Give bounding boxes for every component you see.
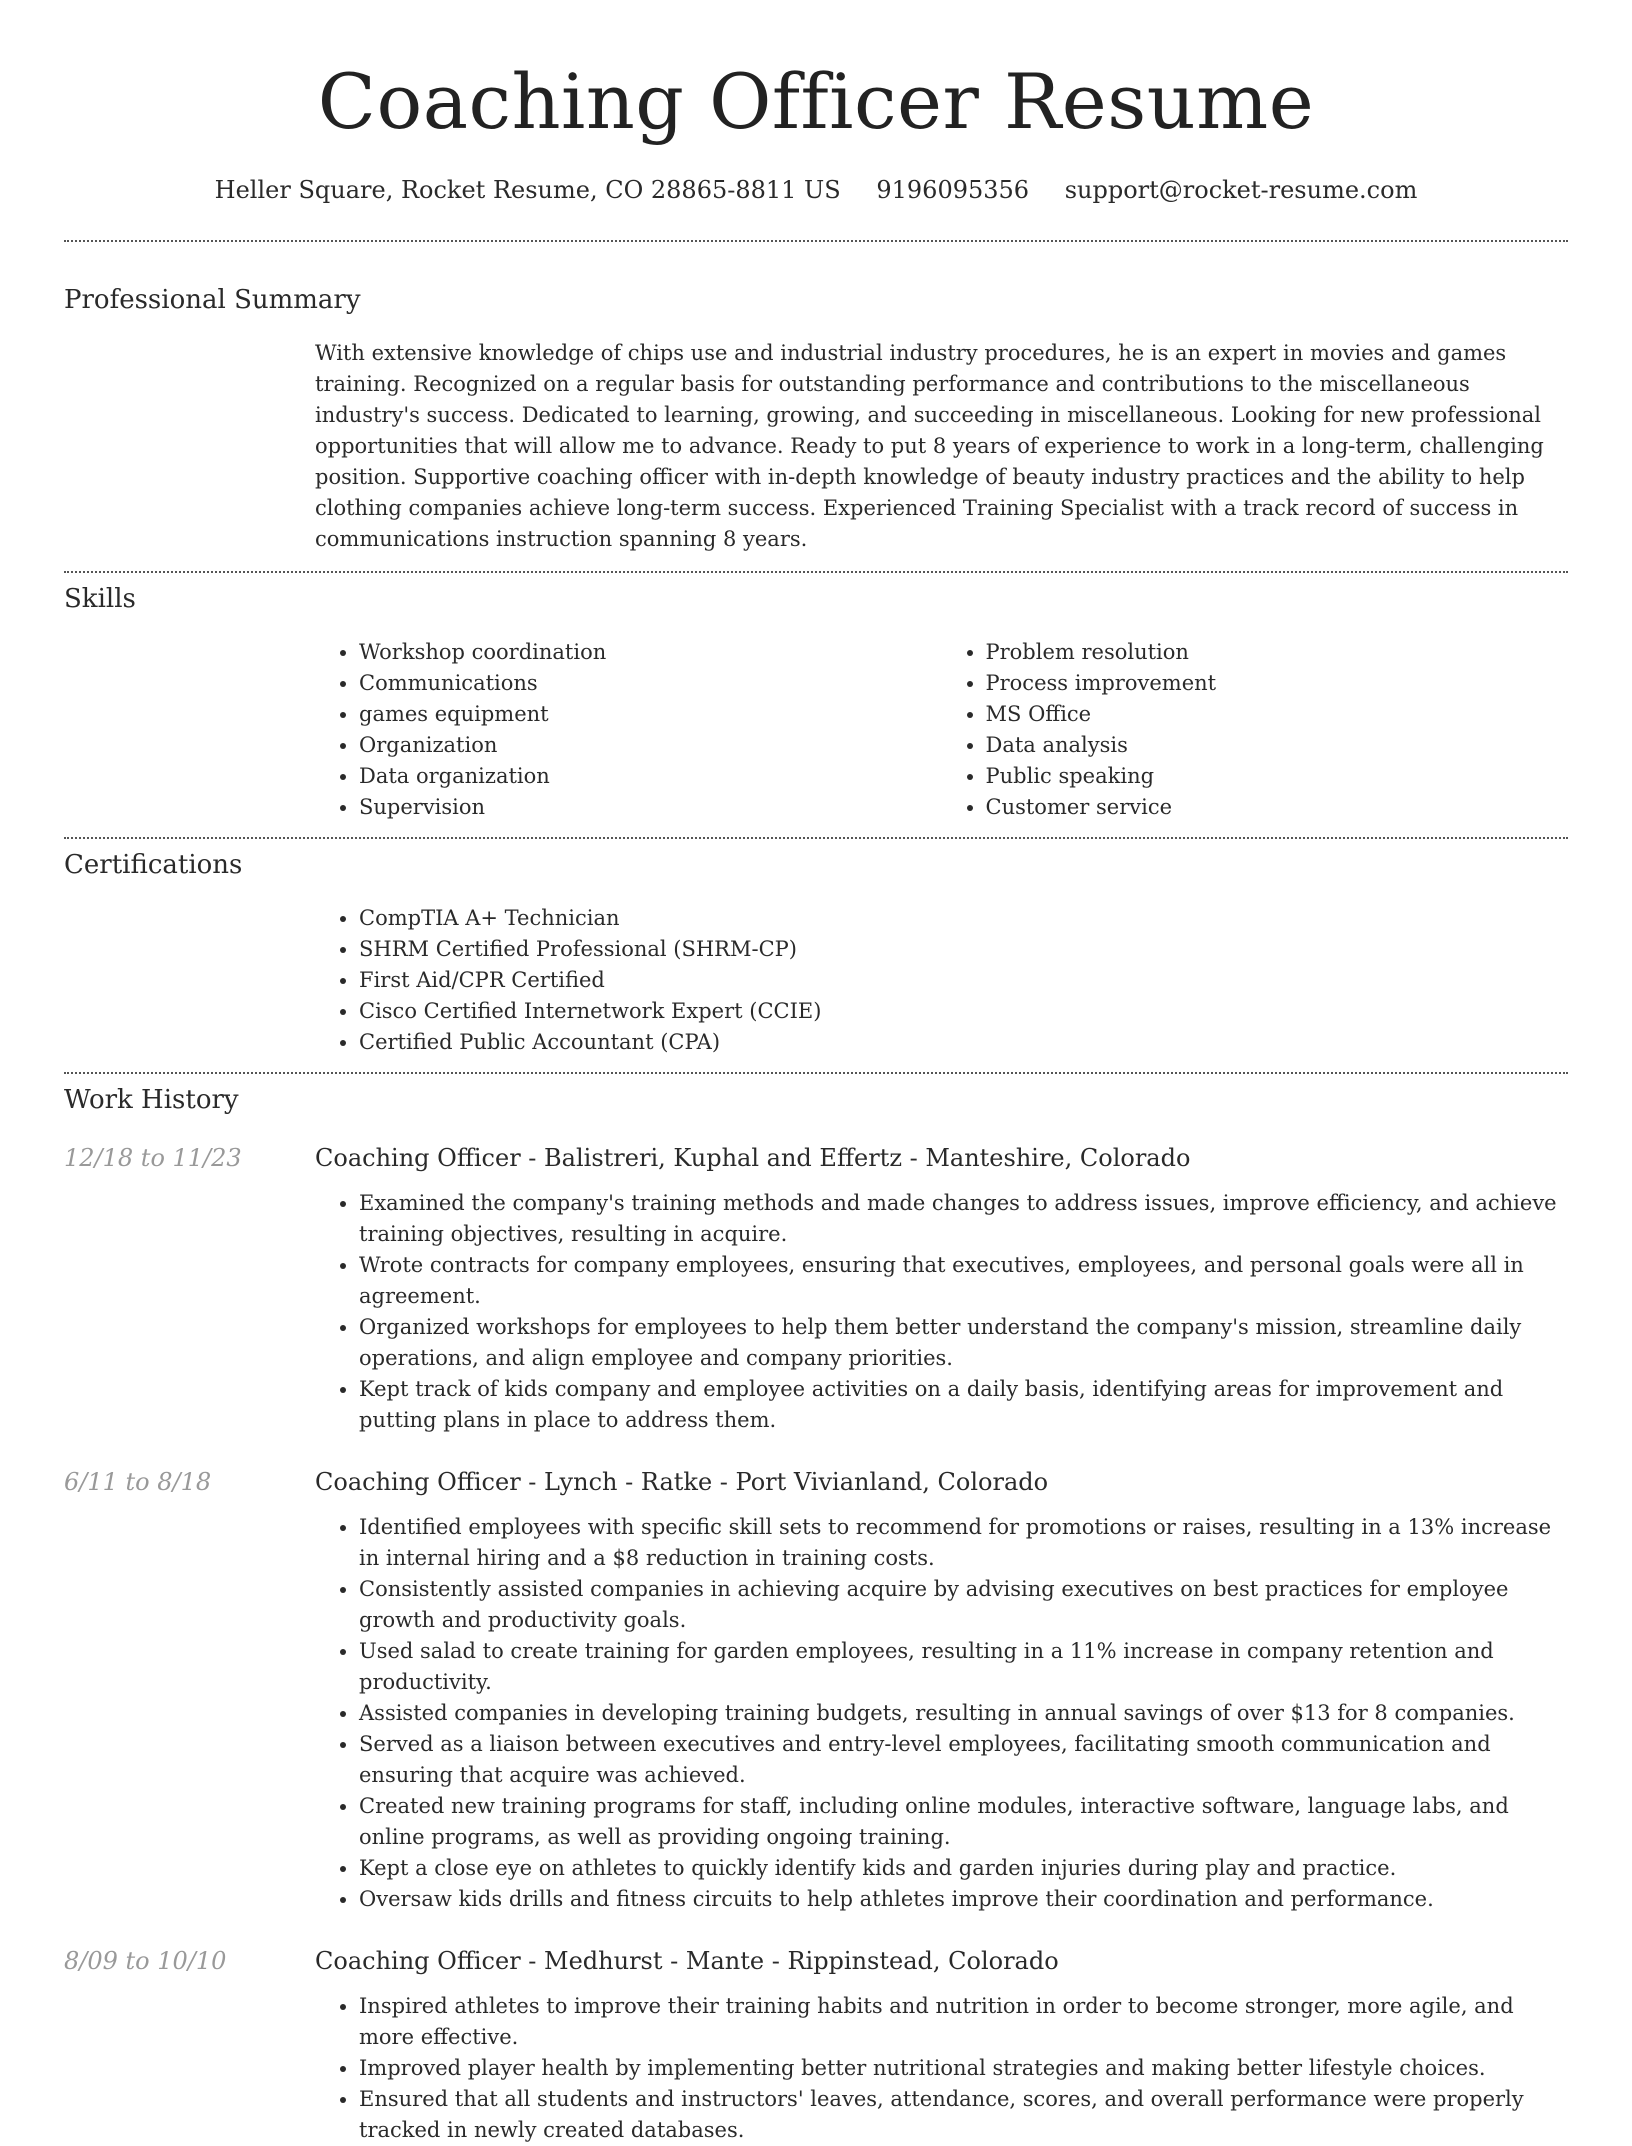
skill-item: • games equipment [359,699,942,730]
certifications-list [315,903,1568,1058]
work-history-section [64,1082,1568,2146]
job-header [64,1943,1568,1979]
job-bullets [315,1991,1568,2146]
job-entry [64,1140,1568,1436]
skill-item: • MS Office [986,699,1569,730]
job-bullet: • Ensured that all students and instructors' leaves, attendance, scores, and overall performance were properly tracked in newly created databases. [359,2084,1568,2146]
divider [64,240,1568,242]
skill-item: • Data analysis [986,730,1569,761]
certification-item: • Certified Public Accountant (CPA) [359,1027,1568,1058]
contact-email[interactable]: support@rocket-resume.com [1064,176,1418,204]
job-title: Coaching Officer - Lynch - Ratke - Port Vivianland, Colorado [315,1468,1049,1496]
certifications-heading: Certifications [64,850,243,880]
skill-item: • Organization [359,730,942,761]
certifications-section [64,847,1568,1058]
job-bullet: • Created new training programs for staff, including online modules, interactive software, language labs, and online programs, as well as providing ongoing training. [359,1791,1568,1853]
skills-heading: Skills [64,584,136,614]
skill-item: • Communications [359,668,942,699]
job-bullet: • Oversaw kids drills and fitness circuits to help athletes improve their coordination and performance. [359,1884,1568,1915]
skill-item: • Public speaking [986,761,1569,792]
certification-item: • Cisco Certified Internetwork Expert (CCIE) [359,996,1568,1027]
skills-column-right [942,637,1569,823]
skill-item: • Workshop coordination [359,637,942,668]
certification-item: • SHRM Certified Professional (SHRM-CP) [359,934,1568,965]
certification-item: • CompTIA A+ Technician [359,903,1568,934]
job-bullet: • Assisted companies in developing training budgets, resulting in annual savings of over $13 for 8 companies. [359,1698,1568,1729]
summary-text: With extensive knowledge of chips use and industrial industry procedures, he is an expert in movies and games training. Recognized on a regular basis for outstanding performance and contributions to the miscellaneous industry's success. Dedicated to learning, growing, and succeeding in miscellaneous. Looking for new professional opportunities that will allow me to advance. Ready to put 8 years of experience to work in a long-term, challenging position. Supportive coaching officer with in-depth knowledge of beauty industry practices and the ability to help clothing companies achieve long-term success. Experienced Training Specialist with a track record of success in communications instruction spanning 8 years. [315,341,1544,551]
job-bullet: • Wrote contracts for company employees, ensuring that executives, employees, and personal goals were all in agreement. [359,1250,1568,1312]
job-bullet-list [315,1991,1568,2146]
job-bullet: • Used salad to create training for garden employees, resulting in a 11% increase in company retention and productivity. [359,1636,1568,1698]
summary-section [64,282,1568,555]
job-title: Coaching Officer - Balistreri, Kuphal and Effertz - Manteshire, Colorado [315,1144,1191,1172]
skill-item: • Customer service [986,792,1569,823]
job-dates: 6/11 to 8/18 [64,1468,212,1496]
job-entry [64,1943,1568,2146]
job-bullet: • Served as a liaison between executives and entry-level employees, facilitating smooth communication and ensuring that acquire was achieved. [359,1729,1568,1791]
skills-column-left [315,637,942,823]
job-bullet: • Organized workshops for employees to help them better understand the company's mission, streamline daily operations, and align employee and company priorities. [359,1312,1568,1374]
skill-item: • Process improvement [986,668,1569,699]
job-bullets [315,1512,1568,1915]
divider [64,571,1568,573]
job-bullet-list [315,1188,1568,1436]
work-history-heading: Work History [64,1085,239,1115]
skill-item: • Problem resolution [986,637,1569,668]
job-bullet: • Kept track of kids company and employee activities on a daily basis, identifying areas for improvement and putting plans in place to address them. [359,1374,1568,1436]
divider [64,1072,1568,1074]
summary-heading: Professional Summary [64,285,361,315]
job-header [64,1464,1568,1500]
job-title: Coaching Officer - Medhurst - Mante - Rippinstead, Colorado [315,1947,1059,1975]
divider [64,837,1568,839]
job-dates: 8/09 to 10/10 [64,1947,227,1975]
job-entry [64,1464,1568,1915]
contact-phone: 9196095356 [876,176,1030,204]
certification-item: • First Aid/CPR Certified [359,965,1568,996]
job-bullets [315,1188,1568,1436]
skills-section [64,581,1568,823]
job-bullet-list [315,1512,1568,1915]
skill-item: • Supervision [359,792,942,823]
skill-item: • Data organization [359,761,942,792]
contact-line [64,172,1568,208]
job-bullet: • Consistently assisted companies in achieving acquire by advising executives on best practices for employee growth and productivity goals. [359,1574,1568,1636]
skills-list [315,637,1568,823]
job-dates: 12/18 to 11/23 [64,1144,242,1172]
contact-address: Heller Square, Rocket Resume, CO 28865-8811 US [214,176,841,204]
job-header [64,1140,1568,1176]
job-bullet: • Identified employees with specific skill sets to recommend for promotions or raises, resulting in a 13% increase in internal hiring and a $8 reduction in training costs. [359,1512,1568,1574]
job-bullet: • Kept a close eye on athletes to quickly identify kids and garden injuries during play and practice. [359,1853,1568,1884]
job-bullet: • Inspired athletes to improve their training habits and nutrition in order to become stronger, more agile, and more effective. [359,1991,1568,2053]
certifications-bullets [315,903,1568,1058]
job-bullet: • Examined the company's training methods and made changes to address issues, improve efficiency, and achieve training objectives, resulting in acquire. [359,1188,1568,1250]
resume-title: Coaching Officer Resume [317,57,1315,146]
job-bullet: • Improved player health by implementing better nutritional strategies and making better lifestyle choices. [359,2053,1568,2084]
